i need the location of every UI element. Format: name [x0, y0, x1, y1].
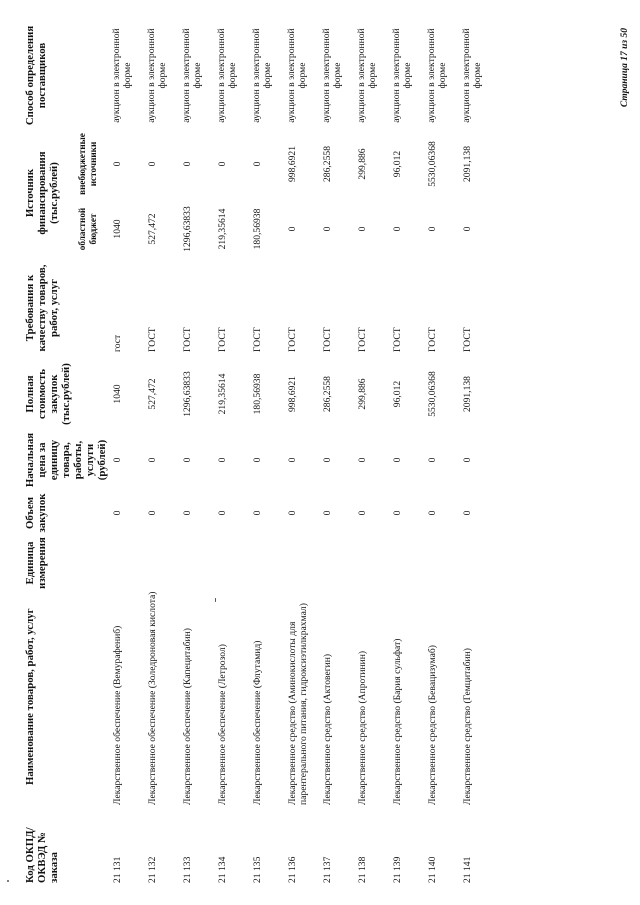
row-financing-regional: 1040	[112, 219, 123, 239]
row-total: 96,012	[392, 380, 403, 408]
row-name: Лекарственное средство (Гемцитабин)	[462, 648, 473, 805]
table-row	[353, 23, 388, 883]
row-requirements: ГОСТ	[322, 327, 333, 352]
row-code: 21 131	[112, 856, 123, 883]
row-volume: 0	[357, 510, 368, 516]
row-volume: 0	[112, 510, 123, 516]
table-header-row	[24, 23, 75, 883]
table-row	[458, 23, 493, 883]
row-code: 21 139	[392, 856, 403, 883]
row-unit-price: 0	[217, 457, 228, 463]
row-unit-price: 0	[287, 457, 298, 463]
row-financing-extra: 299,886	[357, 148, 368, 180]
header-total: Полная стоимость закупок (тыс.рублей)	[24, 363, 72, 425]
row-method: аукцион в электронной форме	[216, 28, 238, 123]
table-row	[388, 23, 423, 883]
row-name: Лекарственное обеспечение (Золедроновая кислота)	[147, 591, 158, 805]
row-requirements: ГОСТ	[427, 327, 438, 352]
header-name: Наименование товаров, работ, услуг	[24, 608, 36, 785]
page-number: Страница 17 из 50	[620, 28, 630, 108]
row-code: 21 133	[182, 856, 193, 883]
row-method: аукцион в электронной форме	[181, 28, 203, 123]
row-total: 527,472	[147, 378, 158, 410]
row-unit-price: 0	[182, 457, 193, 463]
row-name: Лекарственное средство (Апротинин)	[357, 650, 368, 805]
row-total: 286,2558	[322, 376, 333, 412]
header-volume: Объем закупок	[24, 493, 48, 533]
table-row	[283, 23, 318, 883]
row-financing-regional: 180,56938	[252, 208, 263, 250]
row-requirements: ГОСТ	[357, 327, 368, 352]
row-total: 1040	[112, 384, 123, 404]
row-name: Лекарственное средство (Бария сульфат)	[392, 638, 403, 805]
row-requirements: гост	[112, 334, 123, 352]
row-unit-price: 0	[357, 457, 368, 463]
row-unit	[318, 536, 353, 590]
header-code: Код ОКПД/ ОКВЭД № заказа	[24, 827, 60, 883]
row-unit-price: 0	[322, 457, 333, 463]
row-method: аукцион в электронной форме	[356, 28, 378, 123]
row-requirements: ГОСТ	[462, 327, 473, 352]
row-volume: 0	[147, 510, 158, 516]
row-code: 21 137	[322, 856, 333, 883]
row-financing-extra: 0	[147, 161, 158, 167]
row-unit	[108, 536, 143, 590]
row-financing-regional: 0	[357, 226, 368, 232]
row-method: аукцион в электронной форме	[321, 28, 343, 123]
row-requirements: ГОСТ	[287, 327, 298, 352]
row-requirements: ГОСТ	[182, 327, 193, 352]
table-row	[318, 23, 353, 883]
row-volume: 0	[287, 510, 298, 516]
row-method: аукцион в электронной форме	[111, 28, 133, 123]
header-method: Способ определения поставщиков	[24, 25, 48, 126]
table-row	[108, 23, 143, 883]
row-unit	[143, 536, 178, 590]
row-name: Лекарственное обеспечение (Вемурафениб)	[112, 625, 123, 805]
row-code: 21 132	[147, 856, 158, 883]
row-code: 21 134	[217, 856, 228, 883]
row-financing-regional: 0	[427, 226, 438, 232]
table-row	[248, 23, 283, 883]
row-financing-extra: 2091,138	[462, 146, 473, 182]
row-unit	[178, 536, 213, 590]
row-code: 21 138	[357, 856, 368, 883]
row-financing-regional: 0	[287, 226, 298, 232]
row-total: 5530,06368	[427, 371, 438, 417]
header-unit: Единица измерения	[24, 537, 48, 589]
header-financing-extra: внебюджетные источники	[77, 133, 98, 195]
row-financing-extra: 0	[217, 161, 228, 167]
row-unit	[388, 536, 423, 590]
row-total: 219,35614	[217, 373, 228, 415]
row-unit	[458, 536, 493, 590]
procurement-table	[24, 23, 493, 883]
row-method: аукцион в электронной форме	[391, 28, 413, 123]
row-unit-price: 0	[462, 457, 473, 463]
row-name: Лекарственное средство (Бевацизумаб)	[427, 645, 438, 805]
row-name: Лекарственное средство (Аминокислоты для парентерального питания, гидроксиэтилкрахмал)	[287, 603, 309, 805]
row-method: аукцион в электронной форме	[251, 28, 273, 123]
row-financing-regional: 527,472	[147, 213, 158, 245]
row-code: 21 136	[287, 856, 298, 883]
header-financing: Источник финансирования (тыс.рублей)	[24, 151, 60, 235]
row-method: аукцион в электронной форме	[286, 28, 308, 123]
row-volume: 0	[322, 510, 333, 516]
row-financing-extra: 286,2558	[322, 146, 333, 182]
row-name: Лекарственное обеспечение (Летрозол)	[217, 644, 228, 805]
row-total: 299,886	[357, 378, 368, 410]
row-method: аукцион в электронной форме	[146, 28, 168, 123]
row-name: Лекарственное обеспечение (Капецитабин)	[182, 628, 193, 805]
row-unit	[213, 536, 248, 590]
row-code: 21 135	[252, 856, 263, 883]
row-total: 2091,138	[462, 376, 473, 412]
row-requirements: ГОСТ	[147, 327, 158, 352]
table-row	[423, 23, 458, 883]
row-code: 21 141	[462, 856, 473, 883]
header-financing-regional: областной бюджет	[77, 207, 98, 251]
row-requirements: ГОСТ	[252, 327, 263, 352]
row-financing-extra: 96,012	[392, 150, 403, 178]
row-financing-extra: 998,6921	[287, 146, 298, 182]
row-unit	[353, 536, 388, 590]
row-unit-price: 0	[147, 457, 158, 463]
row-method: аукцион в электронной форме	[461, 28, 483, 123]
row-unit	[423, 536, 458, 590]
row-financing-regional: 0	[392, 226, 403, 232]
row-unit	[283, 536, 318, 590]
row-financing-regional: 219,35614	[217, 208, 228, 250]
row-requirements: ГОСТ	[392, 327, 403, 352]
row-unit-price: 0	[252, 457, 263, 463]
row-method: аукцион в электронной форме	[426, 28, 448, 123]
row-financing-extra: 0	[112, 161, 123, 167]
table-row	[143, 23, 178, 883]
row-volume: 0	[217, 510, 228, 516]
row-unit-price: 0	[392, 457, 403, 463]
row-financing-regional: 1296,63833	[182, 206, 193, 252]
row-financing-extra: 0	[252, 161, 263, 167]
row-volume: 0	[462, 510, 473, 516]
row-financing-extra: 0	[182, 161, 193, 167]
table-row	[213, 23, 248, 883]
row-volume: 0	[427, 510, 438, 516]
row-total: 998,6921	[287, 376, 298, 412]
row-volume: 0	[392, 510, 403, 516]
table-body	[108, 23, 493, 883]
row-total: 1296,63833	[182, 371, 193, 417]
row-volume: 0	[182, 510, 193, 516]
table-row	[178, 23, 213, 883]
row-code: 21 140	[427, 856, 438, 883]
row-total: 180,56938	[252, 373, 263, 415]
row-unit	[248, 536, 283, 590]
row-unit-price: 0	[112, 457, 123, 463]
row-volume: 0	[252, 510, 263, 516]
row-requirements: ГОСТ	[217, 327, 228, 352]
row-financing-regional: 0	[322, 226, 333, 232]
row-unit-price: 0	[427, 457, 438, 463]
row-name: Лекарственное средство (Актовегин)	[322, 653, 333, 805]
row-name: Лекарственное обеспечение (Флутамид)	[252, 640, 263, 805]
row-financing-extra: 5530,06368	[427, 141, 438, 187]
header-unit-price: Начальная цена за единицу товара, работы, услуги (рублей)	[24, 432, 108, 488]
row-financing-regional: 0	[462, 226, 473, 232]
header-requirements: Требования к качеству товаров, работ, услуг	[24, 264, 60, 352]
